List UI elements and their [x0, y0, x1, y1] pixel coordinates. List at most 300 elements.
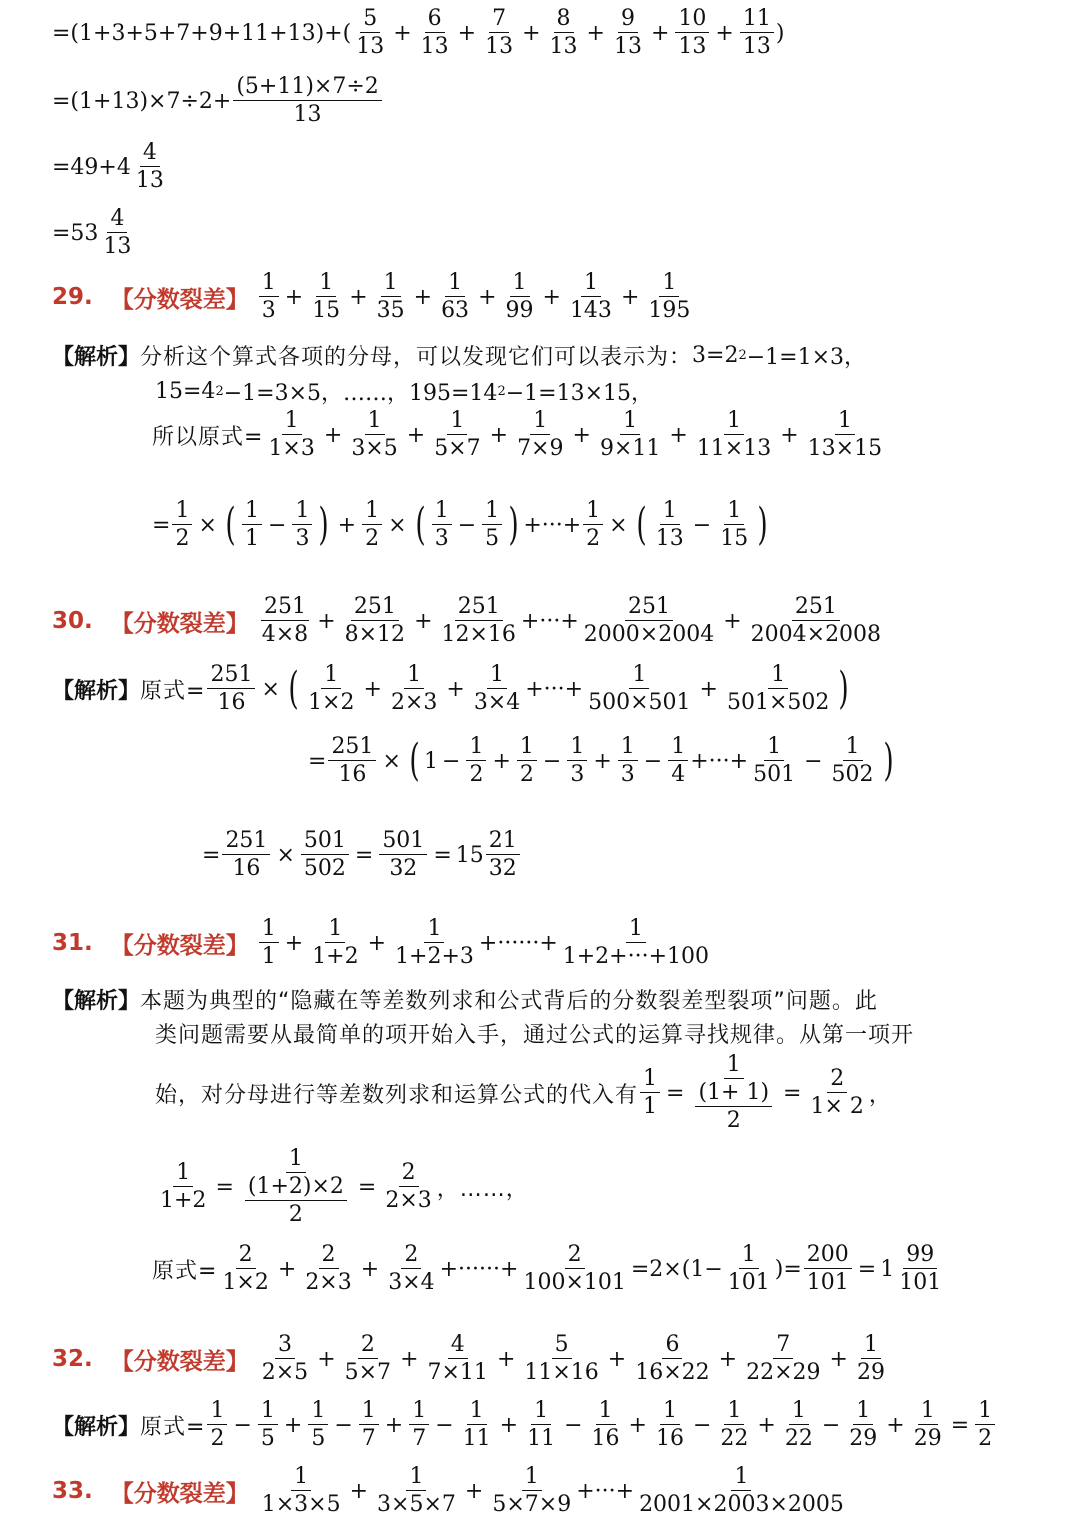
denominator: 501 — [753, 762, 796, 787]
numerator: 1 — [975, 1400, 995, 1425]
denominator: 16 — [591, 1426, 620, 1451]
operator: + — [607, 1346, 627, 1372]
numerator: 2 — [565, 1244, 585, 1269]
operator: + — [496, 1346, 516, 1372]
problem-number: 32. — [52, 1346, 93, 1372]
nested-fraction — [690, 1054, 777, 1132]
fraction — [466, 736, 486, 786]
denominator: 2 — [978, 1426, 993, 1451]
denominator: 1+2 — [160, 1188, 207, 1213]
fraction — [567, 736, 587, 786]
operator: = — [857, 1256, 877, 1282]
operator: + — [522, 20, 541, 46]
denominator: 3×4 — [473, 690, 521, 715]
fraction — [524, 1400, 558, 1450]
denominator: 3 — [570, 762, 585, 787]
numerator: 1 — [517, 736, 537, 761]
numerator: 9 — [618, 8, 638, 33]
numerator: 1 — [172, 500, 192, 525]
denominator: 143 — [569, 298, 612, 323]
denominator: 5×7×9 — [492, 1492, 572, 1517]
math-text: −1=13×15， — [505, 381, 654, 406]
denominator: 29 — [913, 1426, 942, 1451]
numerator: 1 — [292, 500, 312, 525]
fraction — [432, 500, 452, 550]
denominator: 99 — [505, 298, 534, 323]
numerator: 251 — [261, 596, 309, 621]
p30-solution-l1 — [52, 664, 854, 714]
fraction — [342, 1334, 394, 1384]
numerator: 5 — [360, 8, 380, 33]
operator: = — [950, 1412, 970, 1438]
operator: − — [821, 1412, 841, 1438]
fraction — [431, 410, 483, 460]
fraction — [460, 1400, 494, 1450]
denominator — [690, 1079, 777, 1132]
p31-solution-l5 — [152, 1244, 946, 1294]
denominator: 2 — [469, 762, 484, 787]
numerator: 4 — [107, 208, 127, 233]
operator: − — [692, 512, 712, 538]
fraction — [653, 500, 687, 550]
numerator: 7 — [773, 1334, 793, 1359]
numerator: 1 — [406, 1466, 426, 1491]
denominator: 22 — [720, 1426, 749, 1451]
denominator: 5 — [260, 1426, 275, 1451]
fraction — [520, 1244, 628, 1294]
numerator: 1 — [316, 272, 336, 297]
numerator: 1 — [724, 410, 744, 435]
solution-tag: 【解析】 — [52, 345, 141, 370]
fraction — [207, 1400, 227, 1450]
numerator: 1 — [659, 272, 679, 297]
math-text: =(1+13)×7÷2+ — [52, 88, 232, 114]
fraction — [409, 1400, 429, 1450]
fraction — [743, 1334, 823, 1384]
math-text: −1=3×5，……，195=14 — [223, 381, 498, 406]
operator: − — [268, 512, 287, 538]
operator: + — [284, 930, 304, 956]
denominator: 5×7 — [434, 436, 481, 461]
numerator: 1 — [835, 410, 855, 435]
operator: + — [337, 512, 357, 538]
operator: × — [276, 842, 295, 868]
fraction — [259, 918, 279, 968]
fraction — [782, 1400, 816, 1450]
numerator: 1 — [321, 664, 341, 689]
fraction — [385, 1244, 437, 1294]
fraction — [725, 1244, 773, 1294]
inner-fraction — [245, 1176, 347, 1226]
denominator: 3×5 — [351, 436, 398, 461]
numerator: 1 — [629, 664, 649, 689]
denominator: 11×16 — [524, 1360, 599, 1385]
denominator: 2 — [519, 762, 534, 787]
numerator: 1 — [843, 736, 863, 761]
fraction — [392, 918, 477, 968]
p29-solution-l4 — [152, 500, 772, 550]
denominator: 13 — [742, 34, 771, 59]
numerator: 1 — [789, 1400, 809, 1425]
numerator: 6 — [425, 8, 445, 33]
denominator: 3 — [434, 526, 449, 551]
fraction — [207, 664, 255, 714]
denominator: 7×11 — [427, 1360, 488, 1385]
denominator: 29 — [856, 1360, 885, 1385]
fraction — [597, 410, 663, 460]
denominator: 32 — [488, 856, 517, 881]
fraction — [514, 410, 566, 460]
p31-solution-l1 — [52, 984, 878, 1015]
fraction — [517, 736, 537, 786]
numerator: 1 — [853, 1400, 873, 1425]
numerator: 1 — [640, 1068, 660, 1093]
numerator: 1 — [530, 410, 550, 435]
numerator: 2 — [827, 1068, 847, 1093]
math-text: +···+ — [690, 748, 749, 774]
numerator: 1 — [724, 1054, 744, 1079]
p31-solution-l3 — [155, 1054, 891, 1132]
denominator: 11 — [527, 1426, 556, 1451]
fraction — [636, 1466, 847, 1516]
operator: + — [620, 284, 640, 310]
solution-text: 所以原式= — [152, 424, 264, 450]
numerator: 1 — [282, 410, 302, 435]
denominator: 100×101 — [523, 1270, 626, 1295]
denominator: 22×29 — [746, 1360, 821, 1385]
operator: + — [393, 20, 412, 46]
math-text: =(1+3+5+7+9+11+13)+( — [52, 20, 352, 46]
fraction — [581, 596, 717, 646]
denominator: 35 — [376, 298, 405, 323]
denominator: 1+2+···+100 — [562, 944, 710, 969]
fraction — [259, 596, 311, 646]
p29-question — [52, 272, 695, 322]
numerator: 1 — [409, 1400, 429, 1425]
fraction — [265, 410, 317, 460]
operator: + — [457, 20, 477, 46]
operator: + — [669, 422, 688, 448]
denominator: 13 — [613, 34, 642, 59]
operator: + — [757, 1412, 776, 1438]
numerator: 251 — [351, 596, 399, 621]
denominator: 15 — [312, 298, 341, 323]
fraction — [374, 1466, 459, 1516]
solution-text: 原式= — [140, 678, 206, 704]
numerator: 200 — [804, 1244, 852, 1269]
denominator: 1 — [643, 1094, 658, 1119]
problem-number: 31. — [52, 930, 93, 956]
math-text: 1 — [880, 1256, 895, 1282]
numerator: 251 — [222, 830, 270, 855]
denominator: 500×501 — [588, 690, 691, 715]
fraction — [717, 1400, 751, 1450]
denominator: 2×3 — [385, 1188, 432, 1213]
operator: + — [715, 20, 734, 46]
denominator: 3 — [620, 762, 635, 787]
denominator: 13 — [356, 34, 385, 59]
denominator: 2 — [210, 1426, 225, 1451]
numerator: (5+11)×7÷2 — [233, 76, 381, 101]
fraction — [717, 500, 751, 550]
fraction — [362, 500, 382, 550]
operator: + — [492, 748, 511, 774]
solution-text: 原式= — [140, 1414, 206, 1440]
denominator: 2000×2004 — [583, 622, 715, 647]
operator: + — [406, 422, 426, 448]
numerator: 4 — [140, 142, 160, 167]
fraction — [653, 1400, 687, 1450]
fraction — [583, 500, 603, 550]
fraction — [611, 8, 645, 58]
denominator: 1×3×5 — [261, 1492, 341, 1517]
math-text: +······+ — [478, 930, 558, 956]
denominator: 7 — [412, 1426, 427, 1451]
fraction — [632, 1334, 712, 1384]
numerator: 1 — [466, 736, 486, 761]
fraction — [309, 272, 343, 322]
operator: + — [367, 930, 387, 956]
denominator: 2×3 — [390, 690, 438, 715]
denominator: 4×8 — [261, 622, 309, 647]
operator: = — [433, 842, 452, 868]
numerator: 1 — [308, 1400, 328, 1425]
denominator: 2 — [365, 526, 380, 551]
problem-tag: 【分数裂差】 — [110, 1348, 249, 1375]
math-text: )= — [774, 1256, 802, 1282]
fraction — [560, 918, 712, 968]
numerator: 1 — [668, 736, 688, 761]
operator: + — [414, 608, 433, 634]
numerator: 1 — [286, 1148, 306, 1173]
numerator: 1 — [531, 1400, 551, 1425]
fraction — [675, 8, 709, 58]
fraction — [258, 1400, 278, 1450]
denominator: 16×22 — [635, 1360, 710, 1385]
operator: + — [283, 1412, 303, 1438]
fraction — [748, 596, 884, 646]
numerator: 251 — [328, 736, 376, 761]
denominator: 1×3 — [268, 436, 315, 461]
fraction — [222, 830, 270, 880]
operator: = — [354, 842, 374, 868]
operator: × — [609, 512, 628, 538]
operator: + — [829, 1346, 848, 1372]
fraction — [805, 410, 885, 460]
denominator: 9×11 — [599, 436, 661, 461]
denominator: 8×12 — [344, 622, 406, 647]
p33-question — [52, 1466, 849, 1516]
denominator: 32 — [389, 856, 418, 881]
denominator: 502 — [831, 762, 874, 787]
problem-tag: 【分数裂差】 — [110, 932, 249, 959]
numerator: 251 — [792, 596, 840, 621]
denominator: 7 — [361, 1426, 376, 1451]
numerator: 1 — [522, 1466, 542, 1491]
problem-number: 30. — [52, 608, 93, 634]
numerator: 1 — [583, 500, 603, 525]
numerator: 251 — [625, 596, 673, 621]
math-text: ) — [775, 20, 785, 46]
denominator: 13×15 — [807, 436, 883, 461]
numerator: 1 — [259, 272, 279, 297]
fraction — [418, 8, 452, 58]
operator: × — [382, 748, 401, 774]
numerator: 1 — [918, 1400, 938, 1425]
fraction — [618, 736, 638, 786]
p30-solution-l2 — [308, 736, 898, 786]
denominator: 101 — [806, 1270, 849, 1295]
numerator: 501 — [301, 830, 349, 855]
operator: + — [886, 1412, 905, 1438]
p32-question — [52, 1334, 890, 1384]
numerator: 251 — [207, 664, 255, 689]
denominator: 1× 2 — [810, 1094, 864, 1119]
operator: + — [586, 20, 605, 46]
math-text: = — [308, 748, 327, 774]
solution-text: ，……， — [436, 1176, 529, 1202]
operator: + — [363, 676, 382, 702]
numerator: 1 — [258, 1400, 278, 1425]
operator: − — [564, 1412, 583, 1438]
operator: − — [804, 748, 823, 774]
numerator: 1 — [207, 1400, 227, 1425]
operator: + — [572, 422, 591, 448]
numerator: 501 — [379, 830, 427, 855]
numerator: 7 — [489, 8, 509, 33]
numerator: 2 — [319, 1244, 339, 1269]
numerator: 1 — [596, 1400, 616, 1425]
fraction — [374, 272, 408, 322]
numerator: 1 — [259, 918, 279, 943]
numerator: 1 — [626, 918, 646, 943]
numerator: 2 — [358, 1334, 378, 1359]
denominator: 5 — [311, 1426, 326, 1451]
fraction — [740, 8, 774, 58]
operator: − — [435, 1412, 454, 1438]
solution-text: 始，对分母进行等差数列求和运算公式的代入有 — [155, 1082, 639, 1108]
operator: − — [692, 1412, 712, 1438]
operator: − — [457, 512, 477, 538]
denominator: 502 — [303, 856, 346, 881]
denominator: 1 — [261, 944, 276, 969]
math-text: +···+ — [523, 512, 582, 538]
numerator: 8 — [554, 8, 574, 33]
fraction — [750, 736, 798, 786]
numerator: 1 — [325, 918, 345, 943]
numerator: (1+ 1) — [695, 1082, 772, 1107]
p29-solution-l1 — [52, 340, 866, 371]
cont-line-4 — [52, 208, 136, 258]
exponent: 2 — [738, 348, 747, 363]
denominator: 3×4 — [388, 1270, 435, 1295]
math-text: +···+ — [520, 608, 579, 634]
operator: + — [718, 1346, 738, 1372]
denominator: 5×7 — [344, 1360, 392, 1385]
fraction — [259, 272, 279, 322]
fraction — [379, 830, 427, 880]
operator: + — [489, 422, 509, 448]
numerator: 21 — [486, 830, 520, 855]
nested-fraction — [240, 1148, 352, 1226]
fraction — [292, 500, 312, 550]
numerator: 1 — [861, 1334, 881, 1359]
p30-question — [52, 596, 886, 646]
fraction — [471, 664, 523, 714]
operator: + — [628, 1412, 647, 1438]
denominator: 3 — [261, 298, 276, 323]
fraction — [482, 8, 516, 58]
numerator: 251 — [455, 596, 503, 621]
fraction — [309, 918, 361, 968]
math-text: = — [202, 842, 221, 868]
fraction — [305, 664, 357, 714]
denominator: 13 — [549, 34, 578, 59]
solution-text: 分析这个算式各项的分母，可以发现它们可以表示为： — [140, 345, 693, 370]
operator: + — [284, 284, 304, 310]
denominator: 13 — [293, 102, 322, 127]
operator: = — [357, 1174, 377, 1200]
denominator: 3×5×7 — [377, 1492, 456, 1517]
problem-tag: 【分数裂差】 — [110, 1480, 249, 1507]
numerator: 1 — [404, 664, 424, 689]
solution-tag: 【解析】 — [52, 678, 141, 704]
denominator: 13 — [678, 34, 707, 59]
solution-text: 类问题需要从最简单的项开始入手，通过公式的运算寻找规律。从第一项开 — [155, 1023, 915, 1048]
numerator: 1 — [365, 410, 385, 435]
operator: + — [413, 284, 433, 310]
fraction — [301, 830, 349, 880]
numerator: 6 — [662, 1334, 682, 1359]
denominator: 2001×2003×2005 — [639, 1492, 844, 1517]
p29-solution-l3 — [152, 410, 887, 460]
numerator: 1 — [724, 1400, 744, 1425]
denominator: 1+2 — [312, 944, 359, 969]
numerator: 5 — [552, 1334, 572, 1359]
denominator: 101 — [727, 1270, 770, 1295]
numerator: 1 — [567, 736, 587, 761]
denominator: 13 — [655, 526, 684, 551]
denominator: 13 — [420, 34, 449, 59]
problem-tag: 【分数裂差】 — [110, 610, 249, 637]
fraction — [100, 208, 134, 258]
denominator: 195 — [648, 298, 691, 323]
problem-number: 29. — [52, 284, 93, 310]
numerator: 1 — [487, 664, 507, 689]
fraction — [259, 1466, 344, 1516]
numerator: 1 — [424, 918, 444, 943]
fraction — [439, 596, 519, 646]
bracket: ) — [318, 499, 330, 550]
numerator: 1 — [291, 1466, 311, 1491]
numerator: 11 — [740, 8, 774, 33]
fraction — [328, 736, 376, 786]
cont-line-1 — [52, 8, 784, 58]
denominator: 13 — [103, 234, 132, 259]
operator: + — [349, 1478, 369, 1504]
numerator: 1 — [660, 500, 680, 525]
fraction — [438, 272, 472, 322]
denominator: 13 — [135, 168, 164, 193]
denominator: 3 — [295, 526, 310, 551]
fraction — [668, 736, 688, 786]
math-text: 3=2 — [692, 343, 739, 368]
operator: + — [349, 284, 368, 310]
bracket: ) — [838, 663, 850, 714]
denominator: 1×2 — [222, 1270, 269, 1295]
denominator: 2×3 — [305, 1270, 352, 1295]
math-text: −1=1×3， — [746, 345, 867, 370]
